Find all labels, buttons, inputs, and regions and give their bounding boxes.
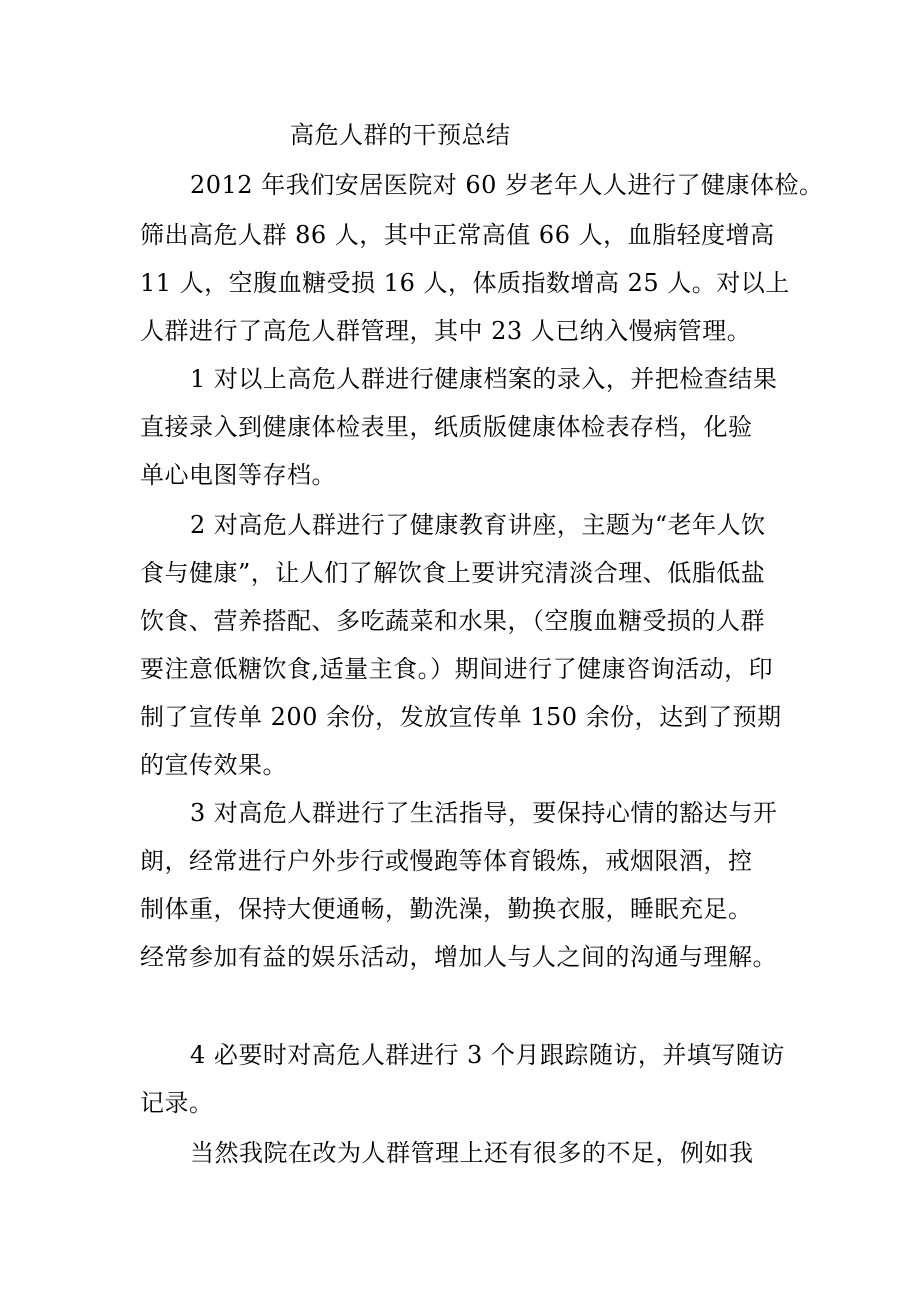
paragraph-line: 朗，经常进行户外步行或慢跑等体育锻炼，戒烟限酒，控	[140, 847, 753, 875]
document-title: 高危人群的干预总结	[290, 121, 511, 149]
paragraph-line: 人群进行了高危人群管理，其中 23 人已纳入慢病管理。	[140, 317, 752, 345]
paragraph-line: 单心电图等存档。	[140, 461, 336, 489]
paragraph-line: 饮食、营养搭配、多吃蔬菜和水果，（空腹血糖受损的人群	[140, 607, 765, 635]
paragraph-line: 食与健康”，让人们了解饮食上要讲究清淡合理、低脂低盐	[140, 559, 766, 587]
paragraph-line: 制体重，保持大便通畅，勤洗澡，勤换衣服，睡眠充足。	[140, 895, 753, 923]
paragraph-line: 11 人，空腹血糖受损 16 人，体质指数增高 25 人。对以上	[140, 269, 790, 297]
paragraph-line: 当然我院在改为人群管理上还有很多的不足，例如我	[190, 1139, 754, 1167]
paragraph-line: 4 必要时对高危人群进行 3 个月跟踪随访，并填写随访	[190, 1041, 785, 1069]
paragraph-line: 经常参加有益的娱乐活动，增加人与人之间的沟通与理解。	[140, 943, 777, 971]
paragraph-line: 2012 年我们安居医院对 60 岁老年人人进行了健康体检。	[190, 171, 824, 199]
paragraph-line: 筛出高危人群 86 人，其中正常高值 66 人，血脂轻度增高	[140, 221, 775, 249]
paragraph-line: 记录。	[140, 1089, 214, 1117]
paragraph-line: 3 对高危人群进行了生活指导，要保持心情的豁达与开	[190, 799, 778, 827]
paragraph-line: 直接录入到健康体检表里，纸质版健康体检表存档，化验	[140, 413, 753, 441]
paragraph-line: 1 对以上高危人群进行健康档案的录入，并把检查结果	[190, 365, 778, 393]
paragraph-line: 要注意低糖饮食,适量主食。）期间进行了健康咨询活动，印	[140, 655, 774, 683]
paragraph-line: 制了宣传单 200 余份，发放宣传单 150 余份，达到了预期	[140, 703, 782, 731]
paragraph-line: 的宣传效果。	[140, 751, 287, 779]
paragraph-line: 2 对高危人群进行了健康教育讲座，主题为“老年人饮	[190, 511, 766, 539]
